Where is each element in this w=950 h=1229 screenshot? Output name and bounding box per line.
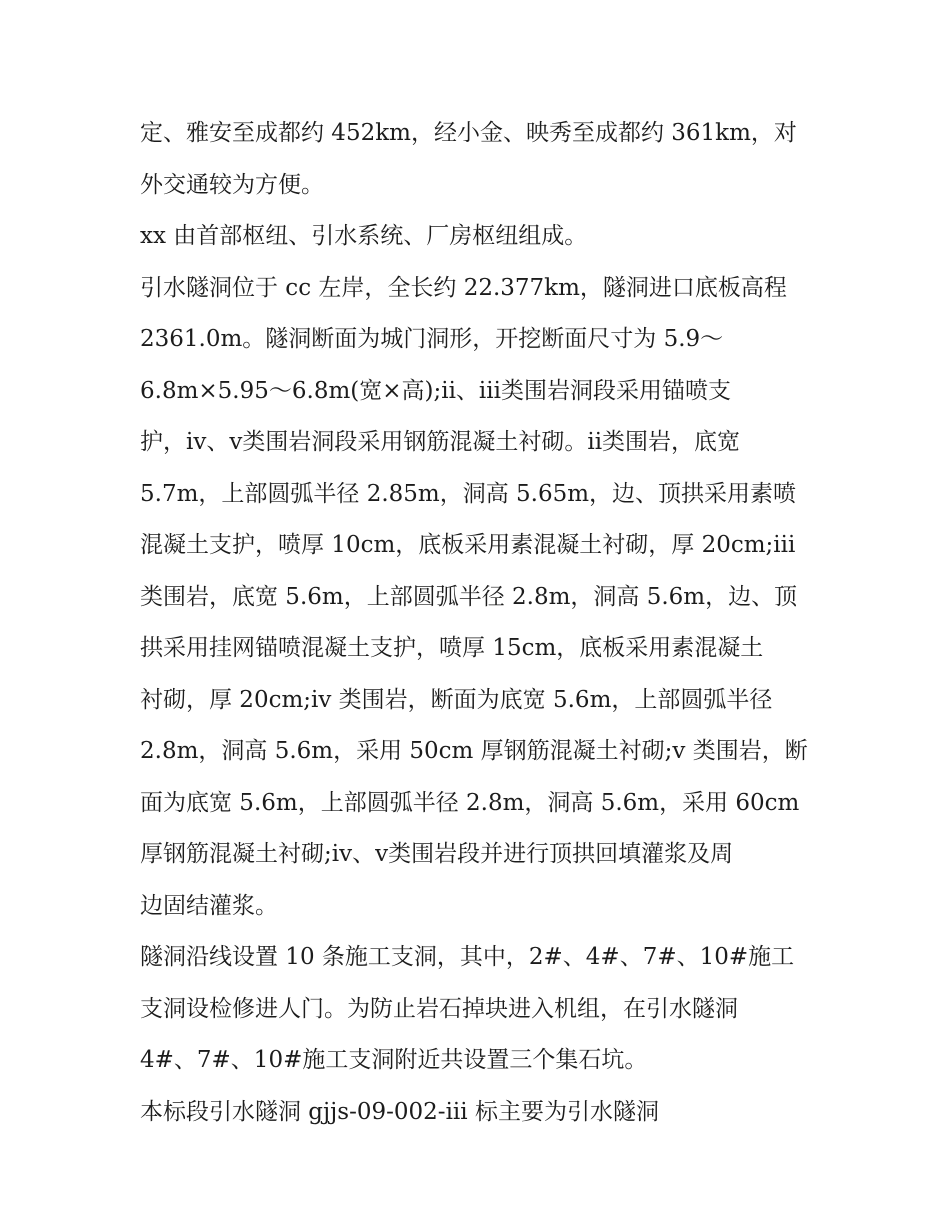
text-line: 6.8m×5.95～6.8m(宽×高);ii、iii类围岩洞段采用锚喷支 bbox=[140, 377, 732, 404]
text-line: 类围岩，底宽 5.6m，上部圆弧半径 2.8m，洞高 5.6m，边、顶 bbox=[140, 583, 798, 610]
text-line: 2.8m，洞高 5.6m，采用 50cm 厚钢筋混凝土衬砌;v 类围岩，断 bbox=[140, 738, 808, 764]
text-line: xx 由首部枢纽、引水系统、厂房枢纽组成。 bbox=[140, 223, 588, 249]
text-line: 边固结灌浆。 bbox=[140, 892, 278, 919]
text-line: 面为底宽 5.6m，上部圆弧半径 2.8m，洞高 5.6m，采用 60cm bbox=[140, 789, 800, 816]
text-line: 支洞设检修进人门。为防止岩石掉块进入机组，在引水隧洞 bbox=[140, 995, 738, 1022]
text-line: 引水隧洞位于 cc 左岸，全长约 22.377km，隧洞进口底板高程 bbox=[140, 274, 787, 301]
text-line: 外交通较为方便。 bbox=[140, 171, 324, 198]
text-line: 拱采用挂网锚喷混凝土支护，喷厚 15cm，底板采用素混凝土 bbox=[140, 635, 764, 661]
text-line: 4#、7#、10#施工支洞附近共设置三个集石坑。 bbox=[140, 1047, 648, 1073]
text-line: 2361.0m。隧洞断面为城门洞形，开挖断面尺寸为 5.9～ bbox=[140, 326, 724, 352]
text-line: 5.7m，上部圆弧半径 2.85m，洞高 5.65m，边、顶拱采用素喷 bbox=[140, 480, 797, 507]
text-line: 本标段引水隧洞 gjjs-09-002-iii 标主要为引水隧洞 bbox=[140, 1098, 659, 1125]
text-line: 衬砌，厚 20cm;iv 类围岩，断面为底宽 5.6m，上部圆弧半径 bbox=[140, 686, 773, 713]
text-line: 护，iv、v类围岩洞段采用钢筋混凝土衬砌。ii类围岩，底宽 bbox=[140, 429, 741, 455]
text-line: 定、雅安至成都约 452km，经小金、映秀至成都约 361km，对 bbox=[140, 120, 797, 146]
text-line: 厚钢筋混凝土衬砌;iv、v类围岩段并进行顶拱回填灌浆及周 bbox=[140, 841, 734, 867]
body-text bbox=[140, 108, 830, 1138]
text-line: 隧洞沿线设置 10 条施工支洞，其中，2#、4#、7#、10#施工 bbox=[140, 944, 795, 970]
text-line: 混凝土支护，喷厚 10cm，底板采用素混凝土衬砌，厚 20cm;iii bbox=[140, 532, 796, 558]
